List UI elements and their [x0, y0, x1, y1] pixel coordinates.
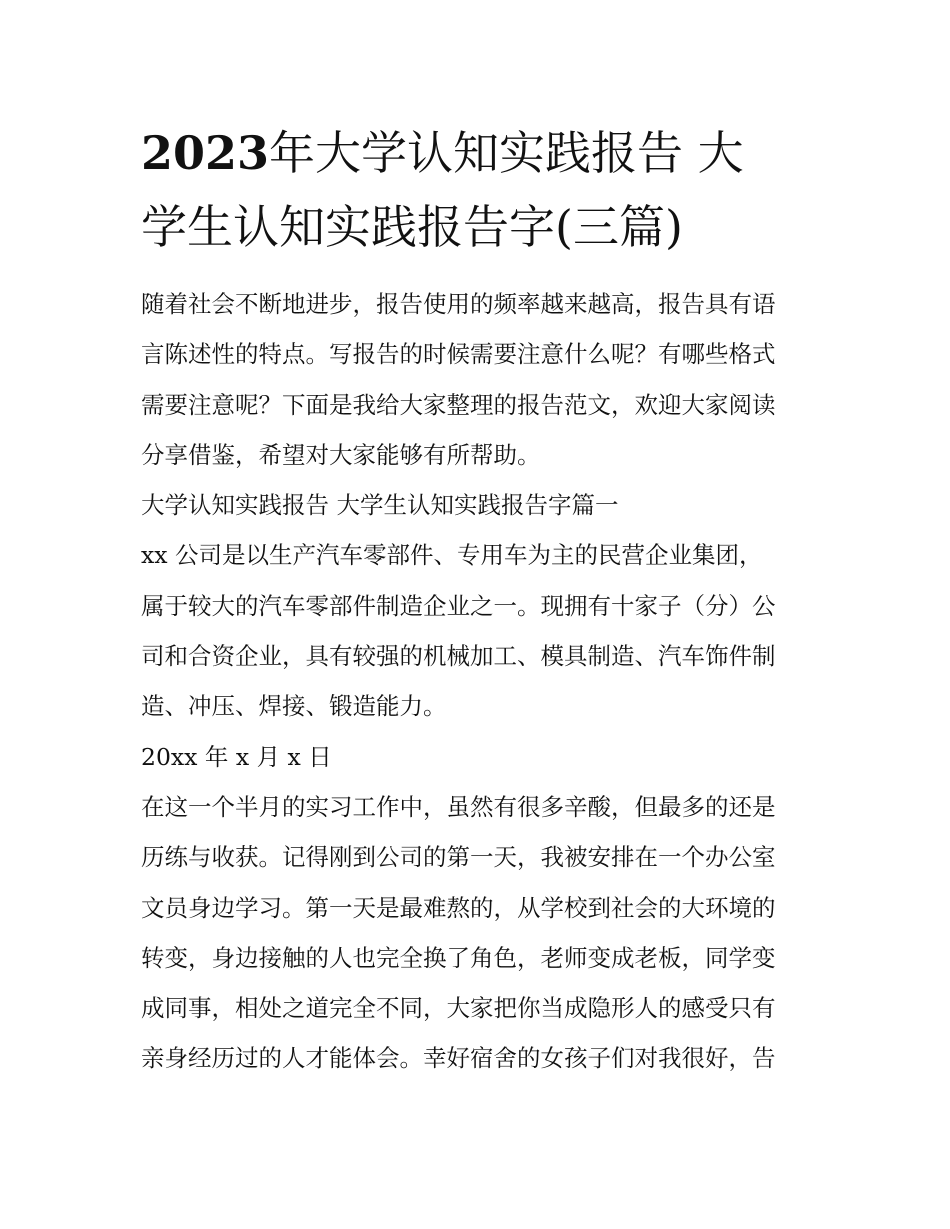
intro-line-2: 言陈述性的特点。写报告的时候需要注意什么呢？有哪些格式	[141, 340, 776, 369]
paragraph-line: 历练与收获。记得刚到公司的第一天，我被安排在一个办公室	[141, 843, 776, 872]
title-line-2: 学生认知实践报告字(三篇)	[141, 200, 683, 254]
paragraph-line: 造、冲压、焊接、锻造能力。	[141, 692, 447, 721]
paragraph-line: 成同事，相处之道完全不同，大家把你当成隐形人的感受只有	[141, 994, 776, 1023]
document-title	[141, 116, 821, 264]
intro-line-3: 需要注意呢？下面是我给大家整理的报告范文，欢迎大家阅读	[141, 390, 776, 419]
paragraph-line: 属于较大的汽车零部件制造企业之一。现拥有十家子（分）公	[141, 591, 776, 620]
paragraph-line: xx 公司是以生产汽车零部件、专用车为主的民营企业集团，	[141, 541, 763, 570]
intro-line-4: 分享借鉴，希望对大家能够有所帮助。	[141, 440, 541, 469]
intro-line-1: 随着社会不断地进步，报告使用的频率越来越高，报告具有语	[141, 290, 776, 318]
title-line-1-text: 年大学认知实践报告 大	[269, 126, 744, 180]
title-year: 2023	[141, 126, 270, 180]
paragraph-line: 转变，身边接触的人也完全换了角色，老师变成老板，同学变	[141, 943, 776, 972]
document-body	[141, 279, 813, 1084]
title-line-1	[141, 116, 821, 190]
date-line: 20xx 年 x 月 x 日	[141, 742, 332, 771]
paragraph-line: 亲身经历过的人才能体会。幸好宿舍的女孩子们对我很好，告	[141, 1044, 776, 1073]
paragraph-line: 文员身边学习。第一天是最难熬的，从学校到社会的大环境的	[141, 893, 776, 922]
paragraph-line: 在这一个半月的实习工作中，虽然有很多辛酸，但最多的还是	[141, 792, 776, 821]
section-heading: 大学认知实践报告 大学生认知实践报告字篇一	[141, 491, 619, 520]
paragraph-line: 司和合资企业，具有较强的机械加工、模具制造、汽车饰件制	[141, 642, 776, 671]
